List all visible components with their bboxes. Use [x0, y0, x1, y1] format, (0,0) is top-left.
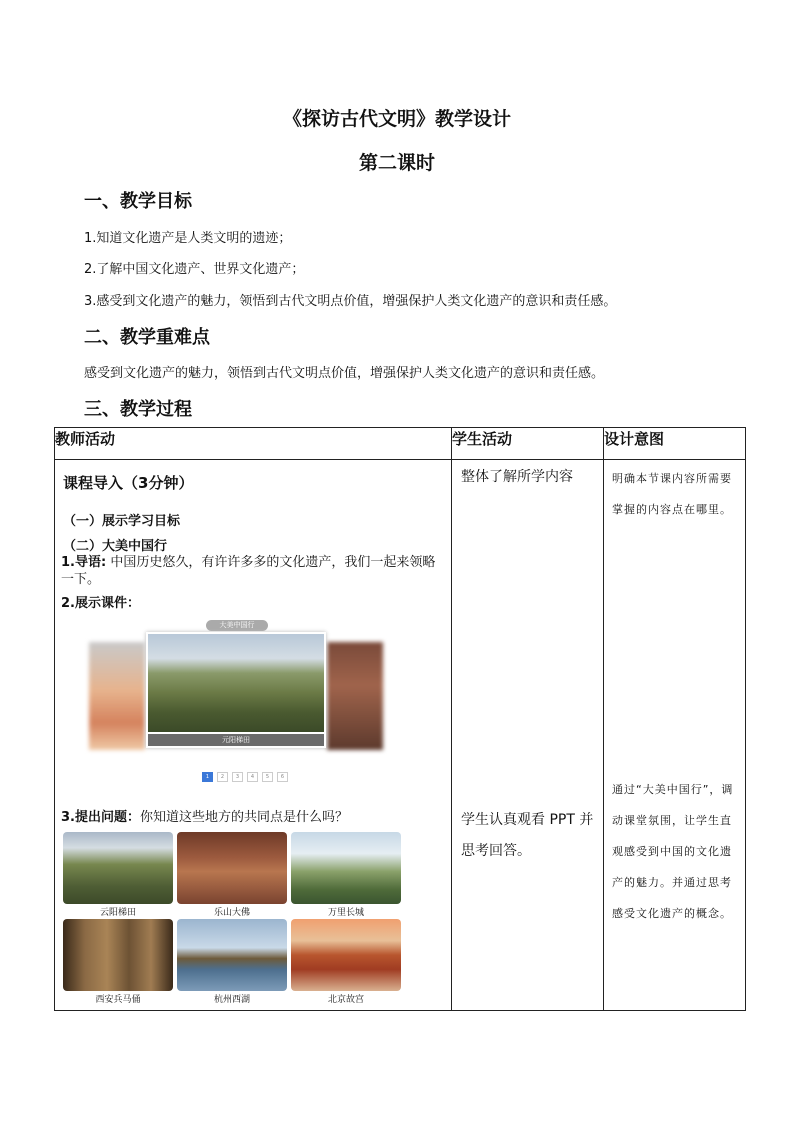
heritage-thumb	[177, 832, 287, 918]
carousel-prev-image[interactable]	[89, 642, 145, 750]
thumb-label: 北京故宫	[327, 995, 364, 1005]
intro-text: 中国历史悠久，有许许多多的文化遗产，我们一起来领略一下。	[61, 555, 436, 587]
heritage-thumb	[63, 832, 173, 918]
header-teacher: 教师活动	[55, 428, 452, 460]
question-text: 你知道这些地方的共同点是什么吗？	[139, 810, 348, 825]
forbidden-city-photo	[291, 919, 401, 991]
document-title: 《探访古代文明》教学设计	[282, 108, 511, 130]
carousel-current-slide	[146, 632, 326, 748]
page-dot[interactable]: 1	[202, 772, 213, 782]
page-dot[interactable]: 4	[247, 772, 258, 782]
question-label: 3.提出问题：	[61, 810, 140, 825]
carousel-title: 大美中国行	[206, 620, 268, 631]
thumb-label: 乐山大佛	[213, 908, 250, 918]
terracotta-warriors-photo	[63, 919, 173, 991]
process-table	[54, 427, 746, 1011]
show-courseware-label: 2.展示课件：	[61, 596, 140, 611]
teacher-activity-cell	[55, 460, 452, 1011]
great-wall-photo	[291, 832, 401, 904]
page-dot[interactable]: 3	[232, 772, 243, 782]
page-dot[interactable]: 5	[262, 772, 273, 782]
heritage-thumb	[291, 832, 401, 918]
terraces-photo	[63, 832, 173, 904]
thumb-label: 杭州西湖	[213, 995, 250, 1005]
key-points-text: 感受到文化遗产的魅力，领悟到古代文明点价值，增强保护人类文化遗产的意识和责任感。	[84, 366, 605, 381]
lesson-intro-title: 课程导入（3分钟）	[63, 474, 194, 492]
thumb-label: 西安兵马俑	[95, 995, 141, 1005]
intro-paragraph	[61, 554, 446, 588]
sub-heading-goals: （一）展示学习目标	[63, 514, 181, 529]
design-intent-cell	[604, 460, 746, 1011]
terraces-image	[148, 634, 324, 732]
carousel-caption: 元阳梯田	[148, 734, 324, 746]
thumb-label: 云阳梯田	[99, 908, 136, 918]
courseware-carousel	[89, 620, 384, 785]
intro-label: 1.导语:	[61, 555, 107, 570]
heritage-thumb	[291, 919, 401, 1005]
west-lake-photo	[177, 919, 287, 991]
goal-item-3: 3.感受到文化遗产的魅力，领悟到古代文明点价值，增强保护人类文化遗产的意识和责任感。	[84, 294, 617, 309]
leshan-buddha-photo	[177, 832, 287, 904]
key-points-heading: 二、教学重难点	[84, 327, 210, 348]
heritage-thumb	[177, 919, 287, 1005]
student-activity-2: 学生认真观看 PPT 并思考回答。	[461, 812, 594, 859]
header-intent: 设计意图	[604, 428, 746, 460]
process-heading: 三、教学过程	[84, 399, 192, 420]
carousel-next-image[interactable]	[327, 642, 383, 750]
sub-heading-china-tour: （二）大美中国行	[63, 539, 168, 554]
heritage-thumb	[63, 919, 173, 1005]
question-paragraph	[61, 809, 446, 826]
goal-item-1: 1.知道文化遗产是人类文明的遗迹；	[84, 231, 292, 246]
design-intent-2: 通过“大美中国行”，调动课堂氛围，让学生直观感受到中国的文化遗产的魅力。并通过思考感受文化遗产的概念。	[612, 783, 734, 920]
document-subtitle: 第二课时	[358, 152, 435, 174]
header-student: 学生活动	[452, 428, 604, 460]
goal-item-2: 2.了解中国文化遗产、世界文化遗产；	[84, 262, 305, 277]
page-dot[interactable]: 2	[217, 772, 228, 782]
student-activity-1: 整体了解所学内容	[461, 469, 573, 485]
thumb-label: 万里长城	[327, 908, 364, 918]
goals-heading: 一、教学目标	[84, 191, 192, 212]
student-activity-cell	[452, 460, 604, 1011]
page-dot[interactable]: 6	[277, 772, 288, 782]
design-intent-1: 明确本节课内容所需要掌握的内容点在哪里。	[612, 472, 732, 516]
carousel-pagination	[202, 772, 288, 782]
